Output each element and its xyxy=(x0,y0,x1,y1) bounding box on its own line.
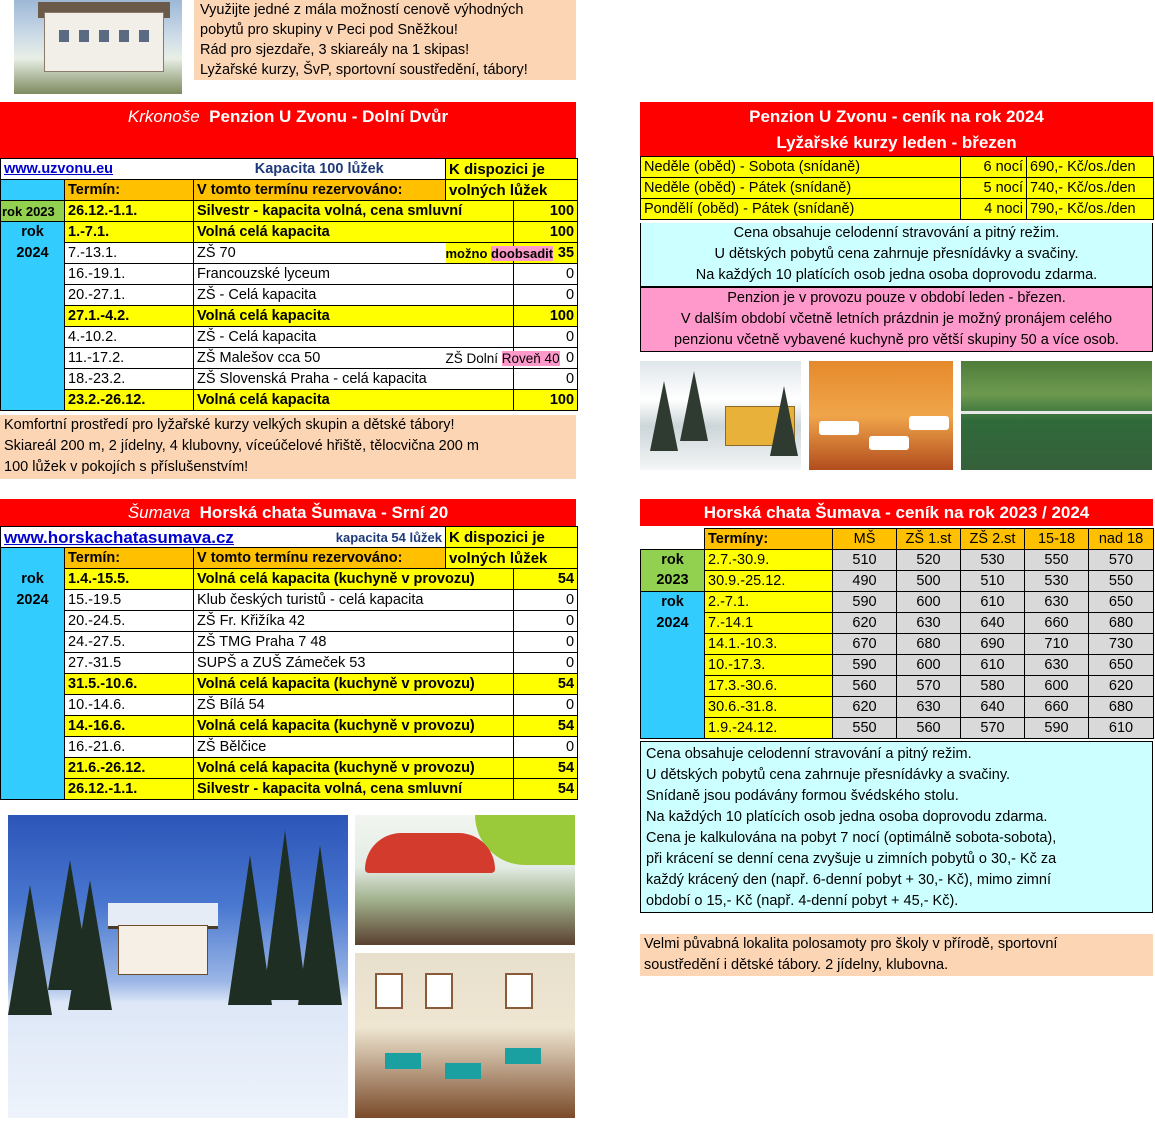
year-cell xyxy=(641,718,705,739)
note-line: každý krácený den (např. 6-denní pobyt + 30,- Kč), mimo zimní xyxy=(646,872,1051,888)
price-cell: 680 xyxy=(1089,697,1154,718)
reservation-cell: ZŠ Malešov cca 50 xyxy=(194,348,446,369)
price-cell: 560 xyxy=(897,718,961,739)
term-cell: 7.-13.1. xyxy=(65,243,194,264)
price-row xyxy=(641,655,1154,676)
price-row xyxy=(641,718,1154,739)
price-cell: 660 xyxy=(1025,613,1089,634)
sumava-website-link[interactable]: www.horskachatasumava.cz xyxy=(4,527,234,547)
year-cell xyxy=(641,655,705,676)
year-label: rok xyxy=(1,222,65,243)
price-cell: 520 xyxy=(897,550,961,571)
zvonu-website-link[interactable]: www.uzvonu.eu xyxy=(4,160,114,177)
description-line: 100 lůžek v pokojích s příslušenstvím! xyxy=(4,459,249,475)
reservation-cell: ZŠ - Celá kapacita xyxy=(194,327,514,348)
term-cell: 20.-24.5. xyxy=(65,611,194,632)
free-beds-cell: 0 xyxy=(514,632,578,653)
price-cell: 530 xyxy=(961,550,1025,571)
reservation-cell: Volná celá kapacita xyxy=(194,222,514,243)
sumava-header xyxy=(0,499,576,526)
price-cell: 610 xyxy=(1089,718,1154,739)
price-cell: 650 xyxy=(1089,655,1154,676)
term-cell: 7.-14.1 xyxy=(705,613,833,634)
included-line: Cena obsahuje celodenní stravování a pitný režim. xyxy=(733,225,1060,241)
sumava-availability-table xyxy=(0,526,578,800)
free-beds-cell: 100 xyxy=(514,306,578,327)
price-cell: 600 xyxy=(1025,676,1089,697)
price-value: 740,- Kč/os./den xyxy=(1027,178,1154,199)
price-cell: 510 xyxy=(833,550,897,571)
note-highlight: doobsadit xyxy=(491,245,554,261)
intro-line: Lyžařské kurzy, ŠvP, sportovní soustředění, tábory! xyxy=(200,62,528,78)
price-cell: 640 xyxy=(961,697,1025,718)
description-line: Skiareál 200 m, 2 jídelny, 4 klubovny, víceúčelové hřiště, tělocvična 200 m xyxy=(4,438,479,454)
reservation-cell: ZŠ TMG Praha 7 48 xyxy=(194,632,514,653)
term-cell: 1.4.-15.5. xyxy=(65,569,194,590)
term-cell: 14.1.-10.3. xyxy=(705,634,833,655)
note-text: možno xyxy=(445,245,491,261)
year-label: rok xyxy=(1,569,65,590)
term-cell: 2.7.-30.9. xyxy=(705,550,833,571)
zvonu-price-included xyxy=(640,223,1153,287)
free-beds-cell: 0 xyxy=(514,590,578,611)
intro-info-box xyxy=(194,0,576,80)
sumava-price-title: Horská chata Šumava - ceník na rok 2023 / 2024 xyxy=(703,503,1090,522)
reservation-cell: ZŠ 70 xyxy=(194,243,446,264)
zvonu-region: Krkonoše xyxy=(127,107,200,126)
price-cell: 560 xyxy=(833,676,897,697)
price-col-header: MŠ xyxy=(833,529,897,550)
zvonu-price-table xyxy=(640,156,1154,220)
price-cell: 680 xyxy=(897,634,961,655)
price-cell: 610 xyxy=(961,592,1025,613)
zvonu-avail-header-1: K dispozici je xyxy=(446,159,578,180)
year-label: rok xyxy=(641,592,705,613)
price-period: Pondělí (oběd) - Pátek (snídaně) xyxy=(641,199,961,220)
term-cell: 2.-7.1. xyxy=(705,592,833,613)
price-row xyxy=(641,676,1154,697)
reservation-cell: Francouzské lyceum xyxy=(194,264,514,285)
price-cell: 550 xyxy=(833,718,897,739)
sumava-avail-header-2: volných lůžek xyxy=(446,548,578,569)
sumava-region: Šumava xyxy=(127,503,191,522)
price-col-header: Termíny: xyxy=(705,529,833,550)
term-cell: 11.-17.2. xyxy=(65,348,194,369)
price-cell: 580 xyxy=(961,676,1025,697)
free-beds-cell: 54 xyxy=(514,758,578,779)
price-cell: 550 xyxy=(1089,571,1154,592)
note-line: Cena obsahuje celodenní stravování a pitný režim. xyxy=(646,746,972,762)
year-label: 2024 xyxy=(1,243,65,264)
price-cell: 570 xyxy=(897,676,961,697)
note-line: období o 15,- Kč (např. 4-denní pobyt + 45,- Kč). xyxy=(646,893,959,909)
price-cell: 630 xyxy=(897,613,961,634)
price-cell: 590 xyxy=(833,655,897,676)
included-line: U dětských pobytů cena zahrnuje přesnídávky a svačiny. xyxy=(714,246,1079,262)
zvonu-price-header xyxy=(640,102,1153,156)
price-cell: 690 xyxy=(961,634,1025,655)
term-cell: 24.-27.5. xyxy=(65,632,194,653)
price-col-header: nad 18 xyxy=(1089,529,1154,550)
operation-line: V dalším období včetně letních prázdnin je možný pronájem celého xyxy=(680,311,1113,327)
free-beds-cell: 0 xyxy=(514,327,578,348)
reservation-cell: Silvestr - kapacita volná, cena smluvní xyxy=(194,201,514,222)
term-cell: 30.6.-31.8. xyxy=(705,697,833,718)
zvonu-price-title: Penzion U Zvonu - ceník na rok 2024 xyxy=(749,107,1044,126)
sumava-capacity: kapacita 54 lůžek xyxy=(194,527,446,548)
note-cell xyxy=(445,348,560,369)
price-cell: 710 xyxy=(1025,634,1089,655)
price-cell: 600 xyxy=(897,655,961,676)
free-beds-cell: 0 xyxy=(514,369,578,390)
term-cell: 15.-19.5 xyxy=(65,590,194,611)
year-cell xyxy=(641,634,705,655)
year-cell xyxy=(641,697,705,718)
price-row xyxy=(641,592,1154,613)
note-line: Na každých 10 platících osob jedna osoba doprovodu zdarma. xyxy=(646,809,1048,825)
zvonu-price-subtitle: Lyžařské kurzy leden - březen xyxy=(776,133,1017,152)
price-value: 790,- Kč/os./den xyxy=(1027,199,1154,220)
price-cell: 640 xyxy=(961,613,1025,634)
note-highlight: Roveň 40 xyxy=(501,350,560,366)
free-beds-cell: 0 xyxy=(514,285,578,306)
term-cell: 30.9.-25.12. xyxy=(705,571,833,592)
price-row xyxy=(641,613,1154,634)
price-cell: 620 xyxy=(833,613,897,634)
price-row xyxy=(641,634,1154,655)
price-cell: 500 xyxy=(897,571,961,592)
term-cell: 27.1.-4.2. xyxy=(65,306,194,327)
free-beds-cell: 54 xyxy=(514,569,578,590)
location-line: soustředění i dětské tábory. 2 jídelny, klubovna. xyxy=(644,957,949,973)
price-cell: 620 xyxy=(833,697,897,718)
price-cell: 590 xyxy=(1025,718,1089,739)
reservation-cell: ZŠ Bílá 54 xyxy=(194,695,514,716)
sumava-location-note xyxy=(640,934,1153,976)
pension-building-photo xyxy=(14,0,182,94)
term-cell: 18.-23.2. xyxy=(65,369,194,390)
sumava-price-table xyxy=(640,528,1154,739)
sumava-col-term: Termín: xyxy=(65,548,194,569)
term-cell: 17.3.-30.6. xyxy=(705,676,833,697)
price-cell: 680 xyxy=(1089,613,1154,634)
terrace-photo xyxy=(355,815,575,945)
reservation-cell: Silvestr - kapacita volná, cena smluvní xyxy=(194,779,514,800)
price-cell: 630 xyxy=(897,697,961,718)
zvonu-col-term: Termín: xyxy=(65,180,194,201)
dining-room-photo xyxy=(809,361,953,470)
free-beds-cell: 0 xyxy=(514,695,578,716)
price-cell: 590 xyxy=(833,592,897,613)
note-text: ZŠ Dolní xyxy=(445,350,502,366)
reservation-cell: Volná celá kapacita (kuchyně v provozu) xyxy=(194,758,514,779)
price-row xyxy=(641,550,1154,571)
price-cell: 570 xyxy=(1089,550,1154,571)
term-cell: 14.-16.6. xyxy=(65,716,194,737)
free-beds-cell: 35 xyxy=(514,243,578,264)
free-beds-cell: 0 xyxy=(514,653,578,674)
sumava-price-notes xyxy=(640,741,1153,913)
free-beds-cell: 0 xyxy=(514,264,578,285)
intro-line: Rád pro sjezdaře, 3 skiareály na 1 skipas! xyxy=(200,42,470,58)
zvonu-capacity: Kapacita 100 lůžek xyxy=(194,159,446,180)
price-cell: 530 xyxy=(1025,571,1089,592)
tennis-court-photo xyxy=(961,361,1152,470)
reservation-cell: Volná celá kapacita xyxy=(194,390,514,411)
reservation-cell: ZŠ Bělčice xyxy=(194,737,514,758)
description-line: Komfortní prostředí pro lyžařské kurzy velkých skupin a dětské tábory! xyxy=(4,417,455,433)
term-cell: 1.-7.1. xyxy=(65,222,194,243)
price-col-header: 15-18 xyxy=(1025,529,1089,550)
note-line: Cena je kalkulována na pobyt 7 nocí (optimálně sobota-sobota), xyxy=(646,830,1057,846)
free-beds-cell: 100 xyxy=(514,201,578,222)
reservation-cell: ZŠ Fr. Křižíka 42 xyxy=(194,611,514,632)
price-cell: 630 xyxy=(1025,592,1089,613)
price-nights: 4 noci xyxy=(961,199,1027,220)
term-cell: 26.12.-1.1. xyxy=(65,201,194,222)
zvonu-header xyxy=(0,102,576,158)
price-cell: 650 xyxy=(1089,592,1154,613)
price-period: Neděle (oběd) - Sobota (snídaně) xyxy=(641,157,961,178)
price-cell: 620 xyxy=(1089,676,1154,697)
intro-line: pobytů pro skupiny v Peci pod Sněžkou! xyxy=(200,22,458,38)
price-cell: 510 xyxy=(961,571,1025,592)
operation-line: penzionu včetně vybavené kuchyně pro větší skupiny 50 a více osob. xyxy=(674,332,1119,348)
reservation-cell: Klub českých turistů - celá kapacita xyxy=(194,590,514,611)
price-cell: 660 xyxy=(1025,697,1089,718)
reservation-cell: ZŠ - Celá kapacita xyxy=(194,285,514,306)
term-cell: 10.-17.3. xyxy=(705,655,833,676)
price-row xyxy=(641,571,1154,592)
year-label: rok xyxy=(641,550,705,571)
note-cell xyxy=(445,243,554,264)
price-cell: 550 xyxy=(1025,550,1089,571)
year-label: 2024 xyxy=(1,590,65,611)
intro-line: Využijte jedné z mála možností cenově výhodných xyxy=(200,2,524,18)
free-beds-cell: 54 xyxy=(514,779,578,800)
included-line: Na každých 10 platících osob jedna osoba doprovodu zdarma. xyxy=(695,267,1098,283)
reservation-cell: SUPŠ a ZUŠ Zámeček 53 xyxy=(194,653,514,674)
note-line: při krácení se denní cena zvyšuje u zimních pobytů o 30,- Kč za xyxy=(646,851,1057,867)
zvonu-title: Penzion U Zvonu - Dolní Dvůr xyxy=(209,107,449,126)
free-beds-cell: 100 xyxy=(514,390,578,411)
zvonu-col-reserved: V tomto termínu rezervováno: xyxy=(194,180,446,201)
sumava-col-reserved: V tomto termínu rezervováno: xyxy=(194,548,446,569)
note-line: U dětských pobytů cena zahrnuje přesnídávky a svačiny. xyxy=(646,767,1011,783)
price-col-header: ZŠ 2.st xyxy=(961,529,1025,550)
term-cell: 16.-19.1. xyxy=(65,264,194,285)
free-beds-cell: 0 xyxy=(514,737,578,758)
year-label: 2023 xyxy=(641,571,705,592)
term-cell: 20.-27.1. xyxy=(65,285,194,306)
price-cell: 670 xyxy=(833,634,897,655)
note-line: Snídaně jsou podávány formou švédského stolu. xyxy=(646,788,959,804)
term-cell: 27.-31.5 xyxy=(65,653,194,674)
term-cell: 4.-10.2. xyxy=(65,327,194,348)
free-beds-cell: 0 xyxy=(514,348,578,369)
sumava-avail-header-1: K dispozici je xyxy=(446,527,578,548)
price-value: 690,- Kč/os./den xyxy=(1027,157,1154,178)
zvonu-avail-header-2: volných lůžek xyxy=(446,180,578,201)
term-cell: 31.5.-10.6. xyxy=(65,674,194,695)
price-cell: 630 xyxy=(1025,655,1089,676)
free-beds-cell: 100 xyxy=(514,222,578,243)
term-cell: 21.6.-26.12. xyxy=(65,758,194,779)
free-beds-cell: 0 xyxy=(514,611,578,632)
reservation-cell: Volná celá kapacita (kuchyně v provozu) xyxy=(194,569,514,590)
term-cell: 10.-14.6. xyxy=(65,695,194,716)
year-cell xyxy=(641,676,705,697)
price-period: Neděle (oběd) - Pátek (snídaně) xyxy=(641,178,961,199)
sumava-title: Horská chata Šumava - Srní 20 xyxy=(199,503,449,522)
sumava-dining-photo xyxy=(355,953,575,1118)
reservation-cell: Volná celá kapacita (kuchyně v provozu) xyxy=(194,674,514,695)
zvonu-operation-note xyxy=(640,287,1153,352)
reservation-cell: ZŠ Slovenská Praha - celá kapacita xyxy=(194,369,514,390)
price-cell: 570 xyxy=(961,718,1025,739)
price-nights: 5 nocí xyxy=(961,178,1027,199)
location-line: Velmi půvabná lokalita polosamoty pro školy v přírodě, sportovní xyxy=(644,936,1058,952)
zvonu-description xyxy=(0,415,576,479)
term-cell: 1.9.-24.12. xyxy=(705,718,833,739)
reservation-cell: Volná celá kapacita (kuchyně v provozu) xyxy=(194,716,514,737)
price-col-header: ZŠ 1.st xyxy=(897,529,961,550)
term-cell: 16.-21.6. xyxy=(65,737,194,758)
operation-line: Penzion je v provozu pouze v období leden - březen. xyxy=(727,290,1066,306)
price-cell: 490 xyxy=(833,571,897,592)
winter-chalet-photo xyxy=(8,815,348,1118)
year-label: 2024 xyxy=(641,613,705,634)
free-beds-cell: 54 xyxy=(514,674,578,695)
winter-pension-photo xyxy=(640,361,801,470)
reservation-cell: Volná celá kapacita xyxy=(194,306,514,327)
price-cell: 610 xyxy=(961,655,1025,676)
term-cell: 26.12.-1.1. xyxy=(65,779,194,800)
price-row xyxy=(641,697,1154,718)
price-cell: 600 xyxy=(897,592,961,613)
zvonu-availability-table xyxy=(0,158,578,411)
sumava-price-header xyxy=(640,499,1153,526)
year-label: rok 2023 xyxy=(1,201,65,222)
price-cell: 730 xyxy=(1089,634,1154,655)
free-beds-cell: 54 xyxy=(514,716,578,737)
price-nights: 6 nocí xyxy=(961,157,1027,178)
term-cell: 23.2.-26.12. xyxy=(65,390,194,411)
